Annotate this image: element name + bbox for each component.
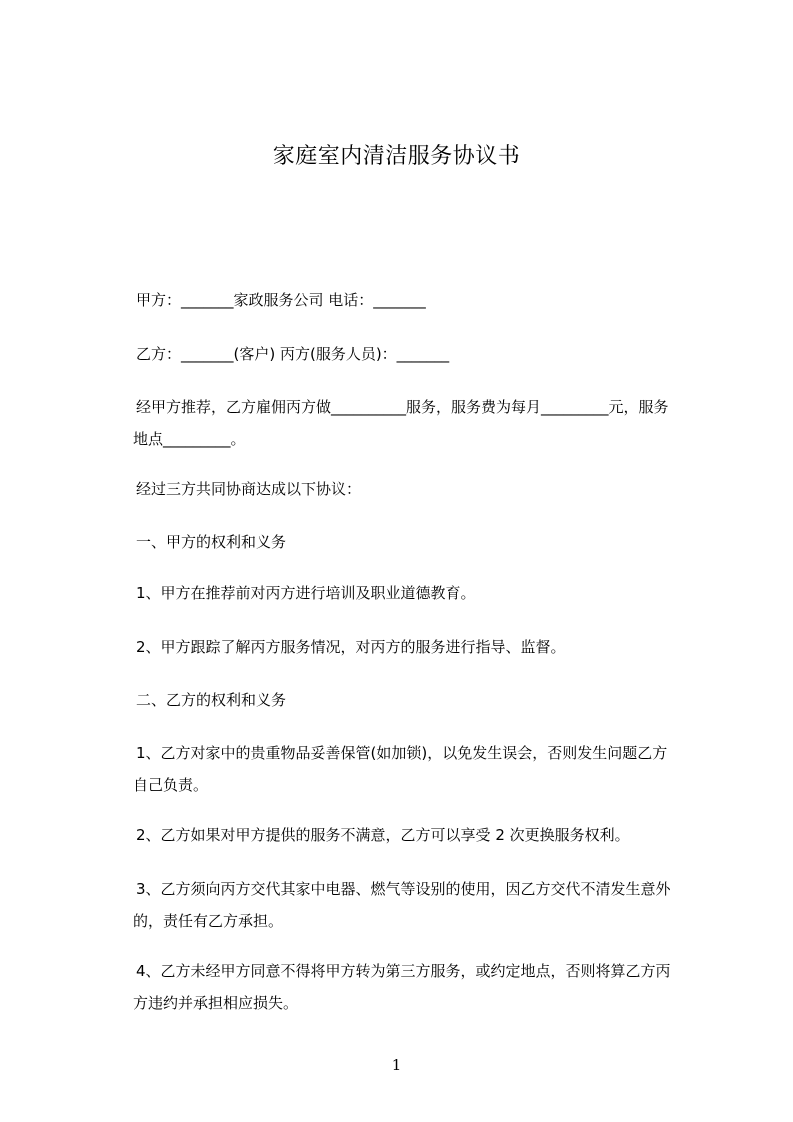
section-2-item-4-line-1: 4、乙方未经甲方同意不得将甲方转为第三方服务，或约定地点，否则将算乙方丙 [136, 962, 671, 980]
section-1-item-2: 2、甲方跟踪了解丙方服务情况，对丙方的服务进行指导、监督。 [136, 638, 566, 656]
section-2-item-4-line-2: 方违约并承担相应损失。 [133, 994, 299, 1012]
intro-line-2: 地点_________。 [133, 430, 246, 448]
section-2-item-1 [133, 737, 710, 801]
page-number: 1 [391, 1056, 402, 1074]
intro-paragraph [133, 391, 710, 455]
document-title: 家庭室内清洁服务协议书 [272, 144, 521, 169]
intro-line-1: 经甲方推荐，乙方雇佣丙方做__________服务，服务费为每月_________元，服务 [136, 398, 669, 416]
section-2-item-3 [133, 873, 710, 937]
section-2-item-2: 2、乙方如果对甲方提供的服务不满意，乙方可以享受 2 次更换服务权利。 [136, 826, 630, 844]
party-a-line: 甲方：_______家政服务公司 电话：_______ [136, 291, 426, 309]
section-2-heading: 二、乙方的权利和义务 [136, 691, 287, 709]
party-b-c-line: 乙方：_______(客户) 丙方(服务人员)：_______ [136, 345, 450, 363]
section-1-item-1: 1、甲方在推荐前对丙方进行培训及职业道德教育。 [136, 584, 476, 602]
agreement-lead: 经过三方共同协商达成以下协议： [136, 480, 362, 498]
section-2-item-1-line-1: 1、乙方对家中的贵重物品妥善保管(如加锁)，以免发生误会，否则发生问题乙方 [136, 744, 668, 762]
section-2-item-1-line-2: 自己负责。 [133, 776, 209, 794]
section-2-item-4 [133, 955, 710, 1019]
section-2-item-3-line-2: 的，责任有乙方承担。 [133, 912, 284, 930]
section-2-item-3-line-1: 3、乙方须向丙方交代其家中电器、燃气等设别的使用，因乙方交代不清发生意外 [136, 880, 671, 898]
section-1-heading: 一、甲方的权利和义务 [136, 533, 287, 551]
